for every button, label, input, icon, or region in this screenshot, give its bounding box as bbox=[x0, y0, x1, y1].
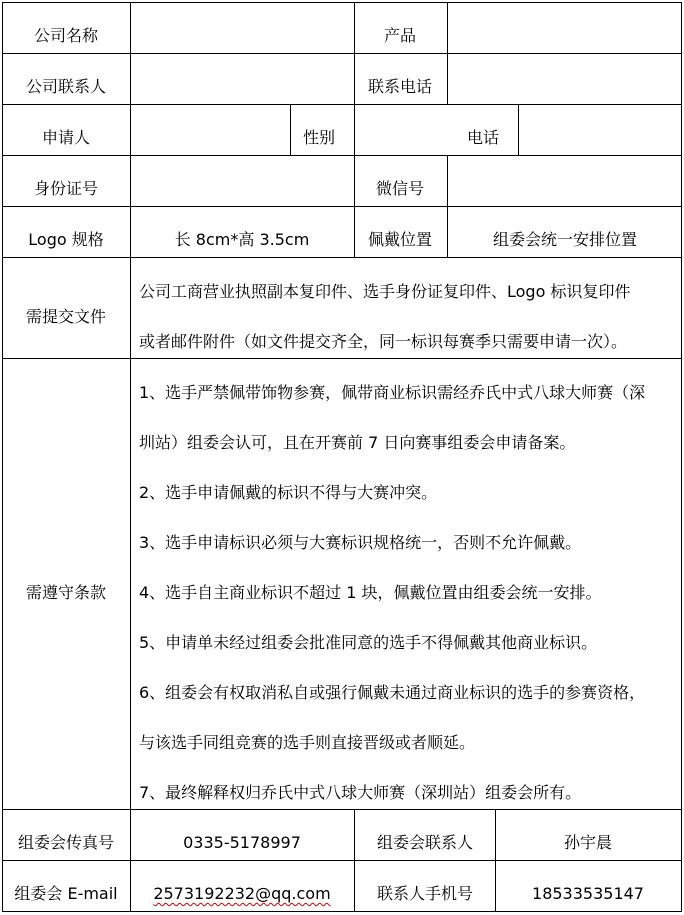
col-divider bbox=[495, 809, 496, 912]
wechat-field[interactable] bbox=[448, 156, 681, 206]
terms-line: 与该选手同组竞赛的选手则直接晋级或者顺延。 bbox=[139, 733, 476, 752]
mobile-value: 18533535147 bbox=[532, 884, 644, 903]
documents-line: 或者邮件附件（如文件提交齐全，同一标识每赛季只需要申请一次）。 bbox=[139, 332, 628, 351]
applicant-field[interactable] bbox=[131, 105, 290, 155]
terms-line: 6、组委会有权取消私自或强行佩戴未通过商业标识的选手的参赛资格， bbox=[139, 683, 646, 702]
documents-line: 公司工商营业执照副本复印件、选手身份证复印件、Logo 标识复印件 bbox=[139, 282, 631, 301]
mobile-label: 联系人手机号 bbox=[376, 884, 474, 903]
phone-field[interactable] bbox=[519, 105, 681, 155]
contact-phone-field[interactable] bbox=[448, 54, 681, 104]
product-label: 产品 bbox=[383, 26, 417, 45]
gender-field[interactable] bbox=[355, 105, 447, 155]
wechat-label: 微信号 bbox=[375, 179, 425, 198]
fax-value: 0335-5178997 bbox=[183, 833, 301, 852]
table-border-right bbox=[681, 2, 682, 912]
terms-line: 4、选手自主商业标识不超过 1 块，佩戴位置由组委会统一安排。 bbox=[139, 583, 602, 602]
email-label: 组委会 E-mail bbox=[14, 884, 118, 903]
row-divider bbox=[2, 860, 682, 861]
product-field[interactable] bbox=[448, 3, 681, 53]
row-divider bbox=[2, 809, 682, 810]
committee-contact-label: 组委会联系人 bbox=[376, 833, 474, 852]
company-contact-field[interactable] bbox=[131, 54, 354, 104]
wear-position-value: 组委会统一安排位置 bbox=[492, 230, 638, 249]
id-number-label: 身份证号 bbox=[33, 179, 99, 198]
logo-spec-value: 长 8cm*高 3.5cm bbox=[174, 230, 310, 249]
wear-position-label: 佩戴位置 bbox=[367, 230, 433, 249]
table-border-left bbox=[2, 2, 3, 912]
gender-label: 性别 bbox=[302, 128, 336, 147]
applicant-label: 申请人 bbox=[41, 128, 91, 147]
contact-phone-label: 联系电话 bbox=[367, 77, 433, 96]
committee-contact-value: 孙宇晨 bbox=[563, 833, 613, 852]
terms-line: 圳站）组委会认可，且在开赛前 7 日向赛事组委会申请备案。 bbox=[139, 433, 576, 452]
fax-label: 组委会传真号 bbox=[17, 833, 115, 852]
phone-label: 电话 bbox=[466, 128, 500, 147]
col-divider bbox=[290, 104, 291, 156]
terms-line: 7、最终解释权归乔氏中式八球大师赛（深圳站）组委会所有。 bbox=[139, 783, 582, 802]
row-divider bbox=[2, 257, 682, 258]
logo-spec-label: Logo 规格 bbox=[28, 230, 104, 249]
terms-line: 3、选手申请标识必须与大赛标识规格统一，否则不允许佩戴。 bbox=[139, 533, 582, 552]
row-divider bbox=[2, 206, 682, 207]
email-value: 2573192232@qq.com bbox=[153, 884, 331, 903]
col-divider bbox=[354, 809, 355, 912]
id-number-field[interactable] bbox=[131, 156, 354, 206]
terms-line: 2、选手申请佩戴的标识不得与大赛冲突。 bbox=[139, 483, 438, 502]
documents-label: 需提交文件 bbox=[25, 307, 107, 326]
row-divider bbox=[2, 358, 682, 359]
company-contact-label: 公司联系人 bbox=[25, 77, 107, 96]
company-name-field[interactable] bbox=[131, 3, 354, 53]
table-border-bottom bbox=[2, 911, 682, 912]
terms-line: 5、申请单未经过组委会批准同意的选手不得佩戴其他商业标识。 bbox=[139, 633, 598, 652]
company-name-label: 公司名称 bbox=[33, 26, 99, 45]
terms-label: 需遵守条款 bbox=[25, 583, 107, 602]
terms-line: 1、选手严禁佩带饰物参赛，佩带商业标识需经乔氏中式八球大师赛（深 bbox=[139, 383, 646, 402]
